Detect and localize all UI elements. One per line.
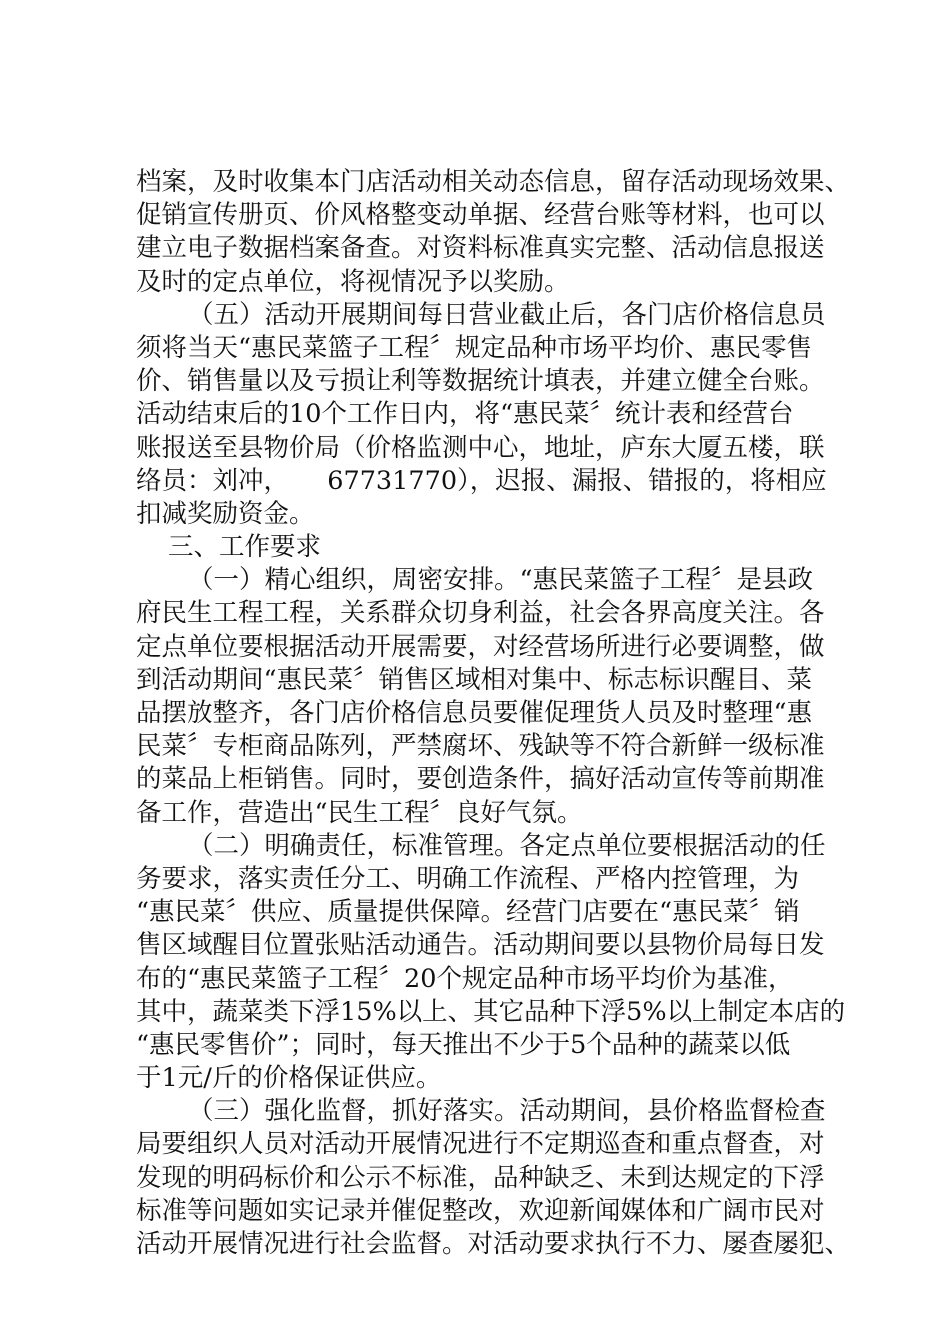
paragraph-line: 促销宣传册页、价风格整变动单据、经营台账等材料，也可以 — [136, 200, 825, 231]
paragraph-line: 布的“惠民菜篮子工程〞20个规定品种市场平均价为基准， — [136, 963, 794, 994]
paragraph-line: 定点单位要根据活动开展需要，对经营场所进行必要调整，做 — [136, 631, 825, 662]
paragraph-line: 档案，及时收集本门店活动相关动态信息，留存活动现场效果、 — [136, 167, 851, 197]
paragraph-line: （二）明确责任，标准管理。各定点单位要根据活动的任 — [188, 830, 826, 861]
paragraph-line: 局要组织人员对活动开展情况进行不定期巡查和重点督查，对 — [136, 1129, 825, 1160]
paragraph-line: 的菜品上柜销售。同时，要创造条件，搞好活动宣传等前期准 — [136, 764, 825, 795]
paragraph-line: 民菜〞专柜商品陈列，严禁腐坏、残缺等不符合新鲜一级标准 — [136, 731, 825, 762]
paragraph-line: 及时的定点单位，将视情况予以奖励。 — [136, 266, 570, 297]
paragraph-line: 络员：刘冲， 67731770），迟报、漏报、错报的，将相应 — [136, 465, 827, 496]
paragraph-line: 价、销售量以及亏损让利等数据统计填表，并建立健全台账。 — [136, 366, 825, 397]
paragraph-line: 账报送至县物价局（价格监测中心，地址，庐东大厦五楼，联 — [136, 432, 825, 463]
paragraph-line: 标准等问题如实记录并催促整改，欢迎新闻媒体和广阔市民对 — [136, 1195, 825, 1226]
paragraph-line: 到活动期间“惠民菜〞销售区域相对集中、标志标识醒目、菜 — [136, 664, 813, 695]
paragraph-line: 活动开展情况进行社会监督。对活动要求执行不力、屡查屡犯、 — [136, 1229, 851, 1259]
paragraph-line: （三）强化监督，抓好落实。活动期间，县价格监督检查 — [188, 1096, 826, 1127]
paragraph-line: “惠民菜〞供应、质量提供保障。经营门店要在“惠民菜〞销 — [136, 897, 800, 928]
paragraph-line: “惠民零售价”；同时，每天推出不少于5个品种的蔬菜以低 — [136, 1029, 791, 1060]
paragraph-line: （一）精心组织，周密安排。“惠民菜篮子工程〞是县政 — [188, 565, 814, 596]
paragraph-line: 发现的明码标价和公示不标准，品种缺乏、未到达规定的下浮 — [136, 1162, 825, 1193]
section-heading: 三、工作要求 — [168, 532, 322, 563]
paragraph-line: 须将当天“惠民菜篮子工程〞规定品种市场平均价、惠民零售 — [136, 332, 813, 363]
paragraph-line: 备工作，营造出“民生工程〞良好气氛。 — [136, 797, 583, 828]
paragraph-line: 扣减奖励资金。 — [136, 498, 315, 529]
paragraph-line: 品摆放整齐，各门店价格信息员要催促理货人员及时整理“惠 — [136, 698, 813, 728]
document-body — [136, 166, 851, 1261]
paragraph-line: 建立电子数据档案备查。对资料标准真实完整、活动信息报送 — [136, 233, 825, 264]
paragraph-line: 活动结束后的10个工作日内，将“惠民菜〞统计表和经营台 — [136, 399, 794, 430]
paragraph-line: 府民生工程工程，关系群众切身利益，社会各界高度关注。各 — [136, 598, 825, 629]
paragraph-line: （五）活动开展期间每日营业截止后，各门店价格信息员 — [188, 299, 826, 330]
paragraph-line: 务要求，落实责任分工、明确工作流程、严格内控管理，为 — [136, 863, 800, 894]
paragraph-line: 于1元/斤的价格保证供应。 — [136, 1063, 442, 1094]
paragraph-line: 其中，蔬菜类下浮15%以上、其它品种下浮5%以上制定本店的 — [136, 996, 846, 1027]
paragraph-line: 售区域醒目位置张贴活动通告。活动期间要以县物价局每日发 — [136, 930, 825, 961]
